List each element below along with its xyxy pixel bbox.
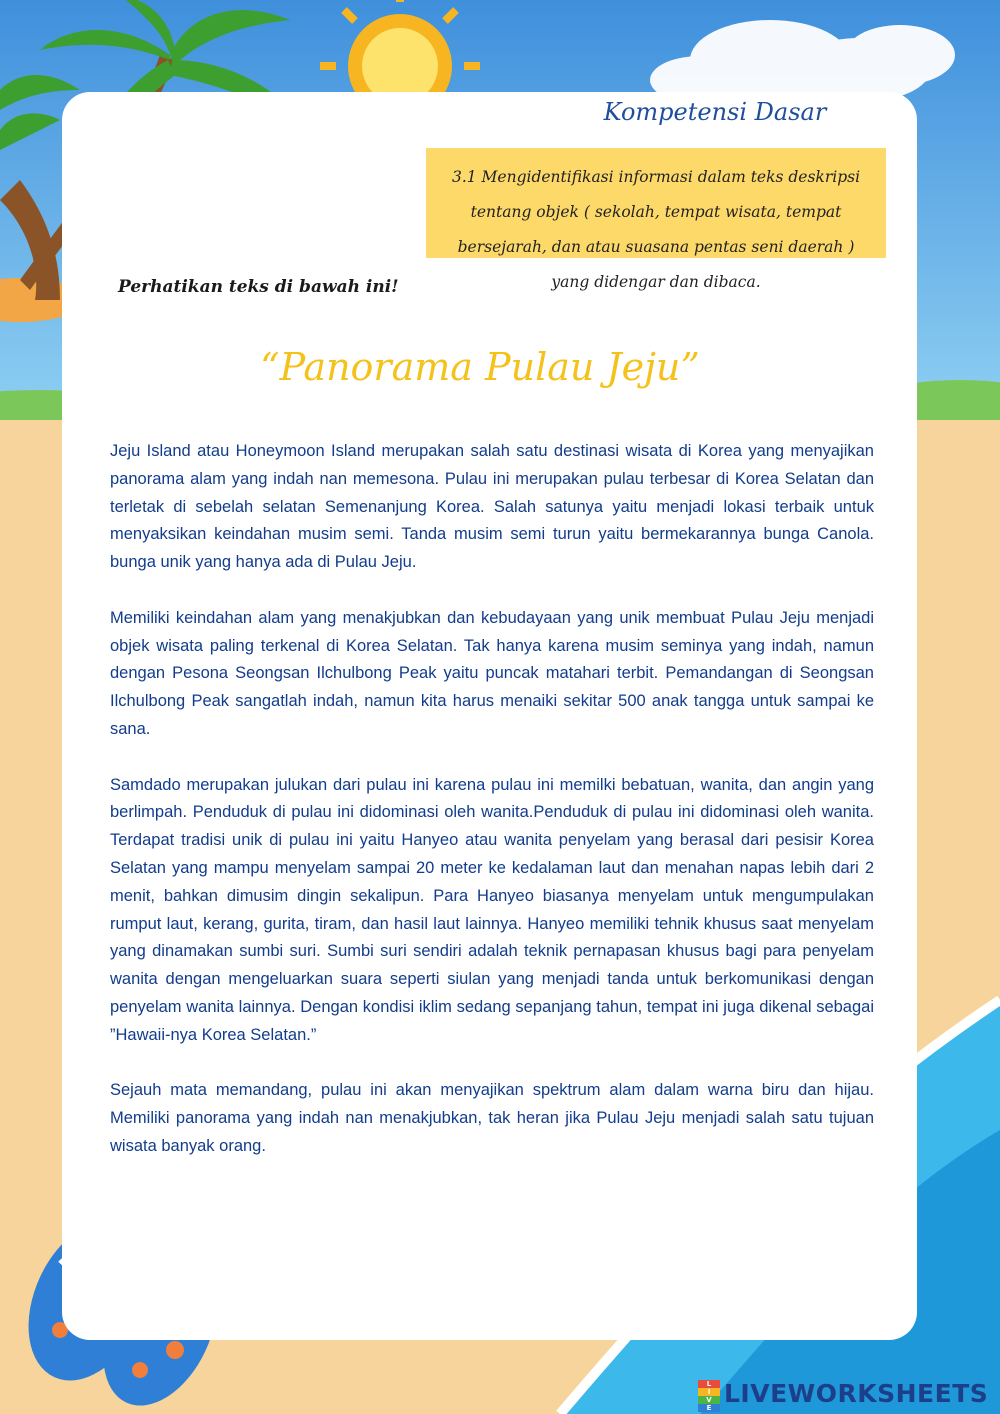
liveworksheets-logo-icon: L I V E <box>698 1380 720 1406</box>
paragraph-1: Jeju Island atau Honeymoon Island merupakan salah satu destinasi wisata di Korea yang menyajikan panorama alam yang indah nan memesona. Pulau ini merupakan pulau terbesar di Korea Selatan dan terletak di sebelah selatan Semenanjung Korea. Salah satunya yaitu menjadi lokasi terbaik untuk menyaksikan keindahan musim semi. Tanda musim semi turun yaitu bermekarannya bunga Canola. bunga unik yang hanya ada di Pulau Jeju. <box>110 442 874 572</box>
liveworksheets-watermark <box>698 1376 988 1410</box>
article-body <box>110 438 874 1189</box>
instruction-text: Perhatikan teks di bawah ini! <box>118 277 399 297</box>
page-title: “Panorama Pulau Jeju” <box>260 345 700 389</box>
paragraph-4: Sejauh mata memandang, pulau ini akan menyajikan spektrum alam dalam warna biru dan hijau. Memiliki panorama yang indah nan menakjubkan, tak heran jika Pulau Jeju menjadi salah satu tujuan wisata banyak orang. <box>110 1081 874 1155</box>
paragraph-2: Memiliki keindahan alam yang menakjubkan dan kebudayaan yang unik membuat Pulau Jeju menjadi objek wisata paling terkenal di Korea Selatan. Tak hanya karena musim seminya yang indah, namun dengan Pesona Seongsan Ilchulbong Peak yaitu puncak matahari terbit. Pemandangan di Seongsan Ilchulbong Peak sangatlah indah, namun kita harus menaiki sekitar 500 anak tangga untuk sampai ke sana. <box>110 608 874 738</box>
watermark-text: LIVEWORKSHEETS <box>724 1378 989 1408</box>
competency-heading: Kompetensi Dasar <box>603 98 827 126</box>
competency-box: 3.1 Mengidentifikasi informasi dalam teks deskripsi tentang objek ( sekolah, tempat wisata, tempat bersejarah, dan atau suasana pentas seni daerah ) yang didengar dan dibaca. <box>426 148 886 258</box>
paragraph-3: Samdado merupakan julukan dari pulau ini karena pulau ini memilki bebatuan, wanita, dan angin yang berlimpah. Penduduk di pulau ini didominasi oleh wanita.Penduduk di pulau ini didominasi oleh wanita. Terdapat tradisi unik di pulau ini yaitu Hanyeo atau wanita penyelam yang berasal dari pesisir Korea Selatan yang mampu menyelam sampai 20 meter ke kedalaman laut dan menahan napas lebih dari 2 menit, bahkan dimusim dingin sekalipun. Para Hanyeo biasanya menyelam untuk mengumpulakan rumput laut, kerang, gurita, tiram, dan hasil laut lainnya. Hanyeo memiliki tehnik khusus saat menyelam yang dinamakan sumbi suri. Sumbi suri sendiri adalah teknik pernapasan khusus bagi para penyelam wanita dengan mengeluarkan suara seperti siulan yang menjadi tanda untuk berkomunikasi dengan penyelam wanita lainnya. Dengan kondisi iklim sedang sepanjang tahun, tempat ini juga dikenal sebagai ”Hawaii-nya Korea Selatan.” <box>110 775 874 1044</box>
